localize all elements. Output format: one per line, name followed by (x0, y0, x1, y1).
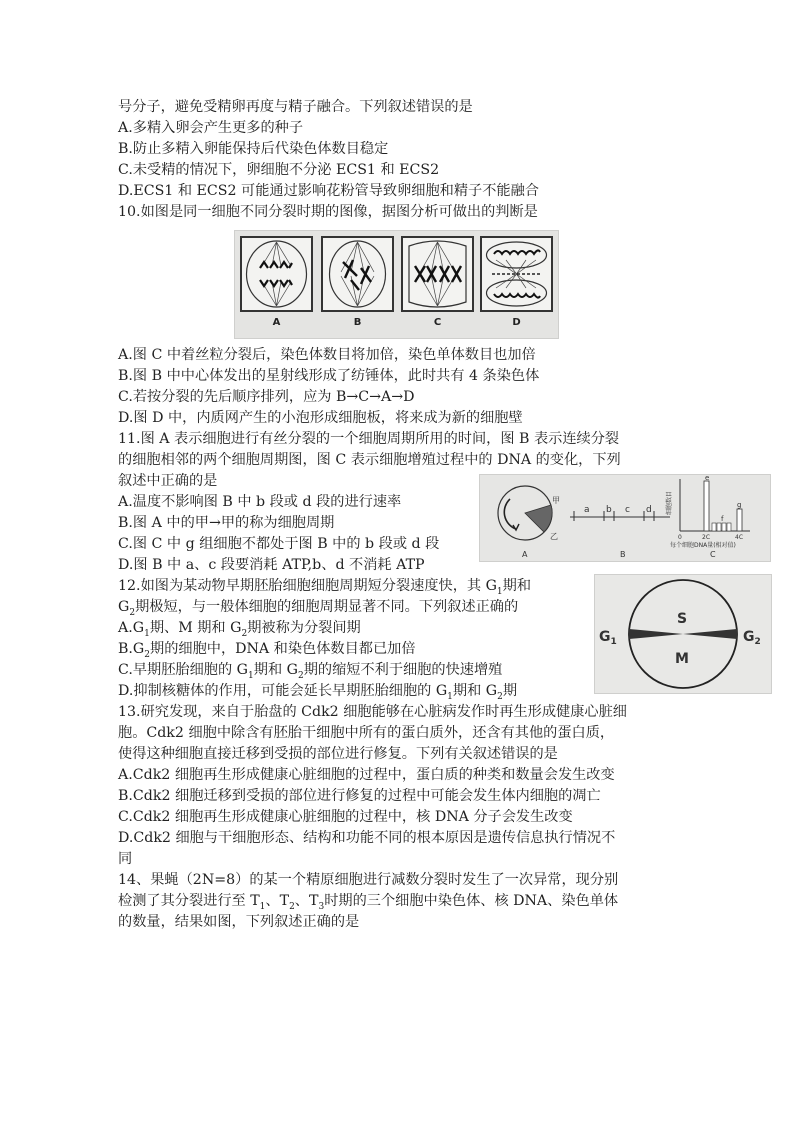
x-axis-label: 每个细胞DNA量(相对值) (670, 542, 736, 549)
q10-option-b: B.图 B 中中心体发出的星射线形成了纺锤体，此时共有 4 条染色体 (118, 368, 540, 384)
q12-b-1: B.G (118, 641, 145, 657)
q11-option-c: C.图 C 中 g 组细胞不都处于图 B 中的 b 段或 d 段 (118, 536, 440, 552)
q12-d-3: 期 (502, 683, 518, 699)
panel-b-label: B (353, 317, 362, 328)
dna-histogram (665, 475, 750, 559)
q14-stem-line3: 的数量，结果如图，下列叙述正确的是 (118, 914, 360, 930)
q12-c-2: 期和 G (253, 662, 298, 678)
q11-stem-line3: 叙述中正确的是 (118, 473, 218, 489)
bar-f-label: f (721, 515, 724, 523)
early-embryo-cycle-figure (594, 574, 772, 694)
q12-b-2: 期的细胞中，DNA 和染色体数目都已加倍 (150, 641, 416, 657)
sub-2: 2 (129, 607, 136, 618)
seg-d-label: d (646, 505, 652, 515)
q14-stem-line1: 14、果蝇（2N=8）的某一个精原细胞进行减数分裂时发生了一次异常，现分别 (118, 872, 619, 888)
m-phase-label: M (675, 651, 689, 667)
sub-1: 1 (144, 628, 150, 639)
sub-2: 2 (497, 691, 503, 702)
tick-0: 0 (678, 534, 682, 541)
q14-l2-a: 检测了其分裂进行至 T (118, 893, 260, 909)
q10-option-a: A.图 C 中着丝粒分裂后，染色体数目将加倍，染色单体数目也加倍 (118, 347, 536, 363)
q14-l2-d: 时期的三个细胞中染色体、核 DNA、染色单体 (324, 893, 619, 909)
seg-b-label: b (606, 505, 612, 515)
sub-t1: 1 (259, 901, 266, 912)
panel-a-label: A (272, 317, 281, 328)
s-phase-label: S (677, 611, 688, 627)
fig-c-label: C (710, 550, 716, 559)
sub-t2: 2 (289, 901, 295, 912)
g1-label: $G_1$ (599, 629, 617, 647)
q13-option-c: C.Cdk2 细胞再生形成健康心脏细胞的过程中，核 DNA 分子会发生改变 (118, 809, 573, 825)
segment-diagram (570, 505, 670, 559)
q13-stem-line2: 胞。Cdk2 细胞中除含有胚胎干细胞中所有的蛋白质外，还含有其他的蛋白质， (118, 725, 615, 741)
q12-a-2: 期、M 期和 G (149, 620, 242, 636)
jia-label: 甲 (552, 496, 560, 505)
yi-label: 乙 (550, 532, 558, 541)
q13-option-d: D.Cdk2 细胞与干细胞形态、结构和功能不同的根本原因是遗传信息执行情况不 (118, 830, 616, 846)
q14-l2-b: 、T (265, 893, 290, 909)
q11-option-a: A.温度不影响图 B 中 b 段或 d 段的进行速率 (118, 494, 402, 510)
q9-option-c: C.未受精的情况下，卵细胞不分泌 ECS1 和 ECS2 (118, 162, 440, 178)
bar-e-label: e (705, 475, 710, 482)
q13-option-d-cont: 同 (118, 851, 133, 867)
sub-1: 1 (496, 586, 503, 597)
q12-a-3: 期被称为分裂间期 (247, 620, 361, 636)
cycle-circle-diagram (498, 486, 560, 559)
q13-option-a: A.Cdk2 细胞再生形成健康心脏细胞的过程中，蛋白质的种类和数量会发生改变 (118, 767, 615, 783)
q12-a-1: A.G (118, 620, 145, 636)
panel-d-label: D (512, 317, 521, 328)
cell-cycle-figure (479, 474, 771, 562)
panel-c-metaphase (401, 236, 474, 312)
q13-stem-line1: 13.研究发现，来自于胎盘的 Cdk2 细胞能够在心脏病发作时再生形成健康心脏细 (118, 704, 627, 720)
q10-option-c: C.若按分裂的先后顺序排列，应为 B→C→A→D (118, 389, 415, 405)
q9-stem: 号分子，避免受精卵再度与精子融合。下列叙述错误的是 (118, 99, 473, 115)
q10-option-d: D.图 D 中，内质网产生的小泡形成细胞板，将来成为新的细胞壁 (118, 410, 523, 426)
sub-1: 1 (248, 670, 254, 681)
q13-stem-line3: 使得这种细胞直接迁移到受损的部位进行修复。下列有关叙述错误的是 (118, 746, 558, 762)
sub-2: 2 (297, 670, 304, 681)
panel-c-label: C (433, 317, 442, 328)
tick-2c: 2C (702, 534, 711, 541)
q12-c-1: C.早期胚胎细胞的 G (118, 662, 249, 678)
fig-a-label: A (522, 550, 528, 559)
sub-2: 2 (241, 628, 248, 639)
q11-stem-line2: 的细胞相邻的两个细胞周期图，图 C 表示细胞增殖过程中的 DNA 的变化，下列 (118, 452, 621, 468)
seg-c-label: c (625, 505, 630, 515)
q12-stem1-text: 12.如图为某动物早期胚胎细胞细胞周期短分裂速度快，其 G (118, 578, 497, 594)
bar-g (737, 509, 742, 531)
bar-g-label: g (737, 501, 742, 509)
q12-c-3: 期的缩短不利于细胞的快速增殖 (303, 662, 503, 678)
q12-stem2-g: G (118, 599, 130, 615)
y-axis-label: 细胞数目 (666, 490, 673, 515)
q9-option-d: D.ECS1 和 ECS2 可能通过影响花粉管导致卵细胞和精子不能融合 (118, 183, 539, 199)
panel-d-telophase (480, 236, 553, 312)
q11-option-b: B.图 A 中的甲→甲的称为细胞周期 (118, 515, 335, 531)
q14-l2-c: 、T (294, 893, 319, 909)
sub-1: 1 (447, 691, 453, 702)
tick-4c: 4C (735, 534, 744, 541)
panel-a-anaphase (240, 236, 313, 312)
g2-label: $G_2$ (743, 629, 761, 647)
bar-e (704, 481, 709, 531)
cell-division-figure (234, 230, 559, 339)
q10-stem: 10.如图是同一细胞不同分裂时期的图像，据图分析可做出的判断是 (118, 204, 538, 220)
sub-2: 2 (144, 649, 151, 660)
q12-stem1-end: 期和 (502, 578, 532, 594)
q11-option-d: D.图 B 中 a、c 段要消耗 ATP,b、d 不消耗 ATP (118, 557, 425, 573)
sub-t3: 3 (318, 901, 325, 912)
q12-d-1: D.抑制核糖体的作用，可能会延长早期胚胎细胞的 G (118, 683, 448, 699)
q11-stem-line1: 11.图 A 表示细胞进行有丝分裂的一个细胞周期所用的时间，图 B 表示连续分裂 (118, 431, 620, 447)
q9-option-a: A.多精入卵会产生更多的种子 (118, 120, 304, 136)
q12-d-2: 期和 G (452, 683, 498, 699)
seg-a-label: a (584, 505, 590, 515)
panel-b-prophase (321, 236, 394, 312)
q9-option-b: B.防止多精入卵能保持后代染色体数目稳定 (118, 141, 389, 157)
fig-b-label: B (620, 550, 626, 559)
q13-option-b: B.Cdk2 细胞迁移到受损的部位进行修复的过程中可能会发生体内细胞的凋亡 (118, 788, 601, 804)
q12-stem2-text: 期极短，与一般体细胞的细胞周期显著不同。下列叙述正确的 (135, 599, 519, 615)
